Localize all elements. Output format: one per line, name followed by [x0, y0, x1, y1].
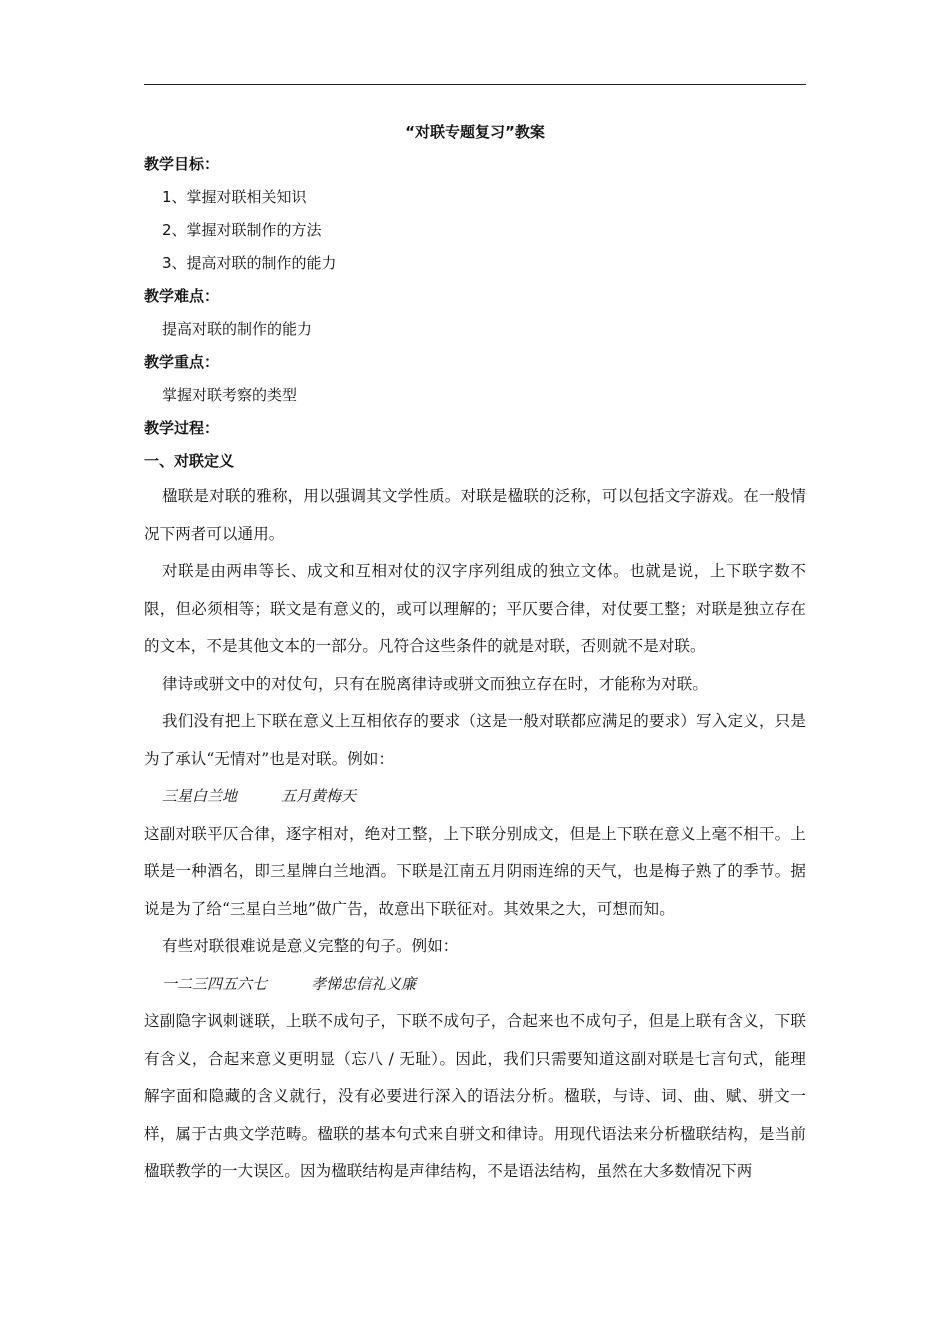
objective-item: 1、掌握对联相关知识: [162, 188, 307, 206]
body-paragraph: 律诗或骈文中的对仗句，只有在脱离律诗或骈文而独立存在时，才能称为对联。: [162, 674, 709, 693]
couplet-example-2: [144, 966, 806, 1004]
body-paragraph: 对联是由两串等长、成文和互相对仗的汉字序列组成的独立文体。也就是说，上下联字数不限，但必须相等；联文是有意义的，或可以理解的；平仄要合律，对仗要工整；对联是独立存在的文本，不是其他文本的一部分。凡符合这些条件的就是对联，否则就不是对联。: [144, 562, 806, 655]
body-paragraph: 楹联是对联的雅称，用以强调其文学性质。对联是楹联的泛称，可以包括文字游戏。在一般情况下两者可以通用。: [144, 487, 806, 543]
couplet-lower-line: 五月黄梅天: [281, 787, 357, 805]
process-heading: 教学过程：: [144, 419, 220, 437]
body-paragraph: 我们没有把上下联在意义上互相依存的要求（这是一般对联都应满足的要求）写入定义，只是为了承认“无情对”也是对联。例如：: [144, 712, 806, 768]
difficulty-heading: 教学难点：: [144, 287, 220, 305]
couplet-upper-line: 三星白兰地: [162, 787, 238, 805]
document-title: “对联专题复习”教案: [405, 123, 545, 141]
difficulty-text: 提高对联的制作的能力: [162, 320, 313, 338]
couplet-upper-line: 一二三四五六七: [162, 974, 268, 993]
objective-item: 3、提高对联的制作的能力: [162, 254, 337, 272]
section-heading-definition: 一、对联定义: [144, 452, 235, 470]
objective-item: 2、掌握对联制作的方法: [162, 221, 322, 239]
couplet-lower-line: 孝悌忠信礼义廉: [311, 974, 417, 993]
header-rule: [144, 84, 806, 85]
objectives-heading: 教学目标：: [144, 155, 220, 173]
couplet-example-1: [144, 778, 806, 816]
document-page: [144, 122, 806, 1191]
body-paragraph: 有些对联很难说是意义完整的句子。例如：: [162, 937, 459, 955]
example-2-explanation: 这副隐字讽刺谜联，上联不成句子，下联不成句子，合起来也不成句子，但是上联有含义，下联有含义，合起来意义更明显（忘八 / 无耻）。因此，我们只需要知道这副对联是七言句式，能理解字面和隐藏的含义就行，没有必要进行深入的语法分析。楹联，与诗、词、曲、赋、骈文一样，属于古典文学范畴。楹联的基本句式来自骈文和律诗。用现代语法来分析楹联结构，是当前楹联教学的一大误区。因为楹联结构是声律结构，不是语法结构，虽然在大多数情况下两: [144, 1012, 806, 1180]
focus-heading: 教学重点：: [144, 353, 220, 371]
focus-text: 掌握对联考察的类型: [162, 386, 298, 404]
example-1-explanation: 这副对联平仄合律，逐字相对，绝对工整，上下联分别成文，但是上下联在意义上毫不相干。上联是一种酒名，即三星牌白兰地酒。下联是江南五月阴雨连绵的天气，也是梅子熟了的季节。据说是为了给“三星白兰地”做广告，故意出下联征对。其效果之大，可想而知。: [144, 824, 806, 918]
